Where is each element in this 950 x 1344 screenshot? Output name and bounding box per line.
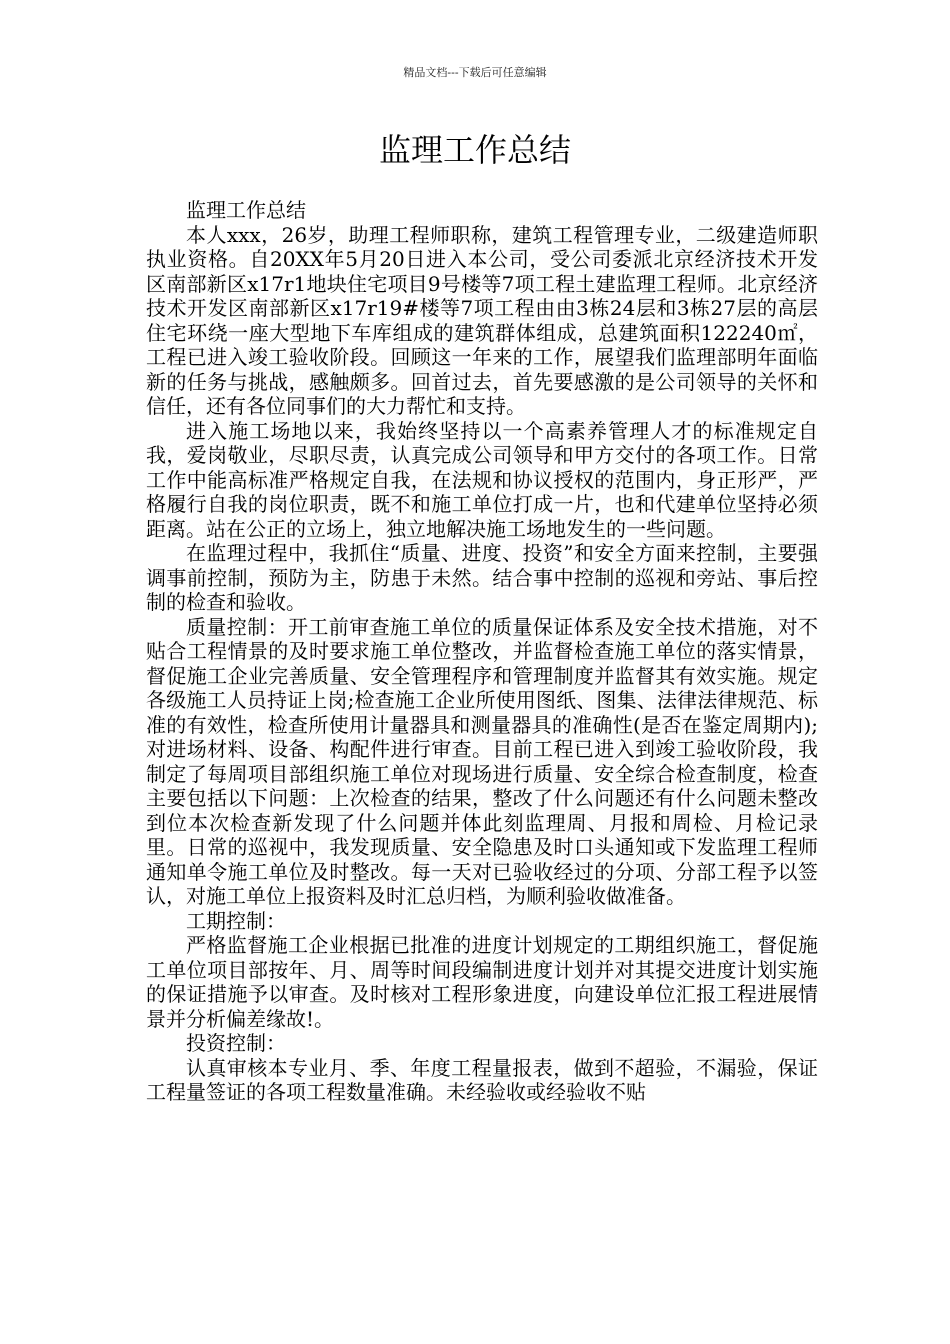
paragraph-quality-control: 质量控制：开工前审查施工单位的质量保证体系及安全技术措施，对不贴合工程情景的及时要求施工单位整改，并监督检查施工单位的落实情景，督促施工企业完善质量、安全管理程序和管理制度并监督其有效实施。规定各级施工人员持证上岗;检查施工企业所使用图纸、图集、法律法律规范、标准的有效性，检查所使用计量器具和测量器具的准确性(是否在鉴定周期内);对进场材料、设备、构配件进行审查。目前工程已进入到竣工验收阶段，我制定了每周项目部组织施工单位对现场进行质量、安全综合检查制度，检查主要包括以下问题：上次检查的结果，整改了什么问题还有什么问题未整改到位本次检查新发现了什么问题并体此刻监理周、月报和周检、月检记录里。日常的巡视中，我发现质量、安全隐患及时口头通知或下发监理工程师通知单令施工单位及时整改。每一天对已验收经过的分项、分部工程予以签认，对施工单位上报资料及时汇总归档，为顺利验收做准备。 [146,614,818,908]
paragraph-investment-control: 认真审核本专业月、季、年度工程量报表，做到不超验，不漏验，保证工程量签证的各项工程数量准确。未经验收或经验收不贴 [146,1055,818,1104]
paragraph-schedule-control: 严格监督施工企业根据已批准的进度计划规定的工期组织施工，督促施工单位项目部按年、月、周等时间段编制进度计划并对其提交进度计划实施的保证措施予以审查。及时核对工程形象进度，向建设单位汇报工程进展情景并分析偏差缘故!。 [146,933,818,1031]
paragraph-intro: 本人xxx，26岁，助理工程师职称，建筑工程管理专业，二级建造师职执业资格。自20XX年5月20日进入本公司，受公司委派北京经济技术开发区南部新区x17r1地块住宅项目9号楼等7项工程土建监理工程师。北京经济技术开发区南部新区x17r19#楼等7项工程由由3栋24层和3栋27层的高层住宅环绕一座大型地下车库组成的建筑群体组成，总建筑面积122240㎡，工程已进入竣工验收阶段。回顾这一年来的工作，展望我们监理部明年面临新的任务与挑战，感触颇多。回首过去，首先要感激的是公司领导的关怀和信任，还有各位同事们的大力帮忙和支持。 [146,222,818,418]
heading-investment-control: 投资控制： [186,1031,286,1055]
paragraph-subtitle: 监理工作总结 [186,198,306,222]
document-body [146,198,818,1105]
heading-schedule-control: 工期控制： [186,908,286,933]
paragraph-control-overview: 在监理过程中，我抓住“质量、进度、投资”和安全方面来控制，主要强调事前控制，预防为主，防患于未然。结合事中控制的巡视和旁站、事后控制的检查和验收。 [146,541,818,614]
paragraph-work-attitude: 进入施工场地以来，我始终坚持以一个高素养管理人才的标准规定自我，爱岗敬业，尽职尽责，认真完成公司领导和甲方交付的各项工作。日常工作中能高标准严格规定自我，在法规和协议授权的范围内，身正形严，严格履行自我的岗位职责，既不和施工单位打成一片，也和代建单位坚持必须距离。站在公正的立场上，独立地解决施工场地发生的一些问题。 [146,418,818,541]
document-title: 监理工作总结 [378,131,571,169]
page-header-note: 精品文档---下载后可任意编辑 [403,66,547,79]
